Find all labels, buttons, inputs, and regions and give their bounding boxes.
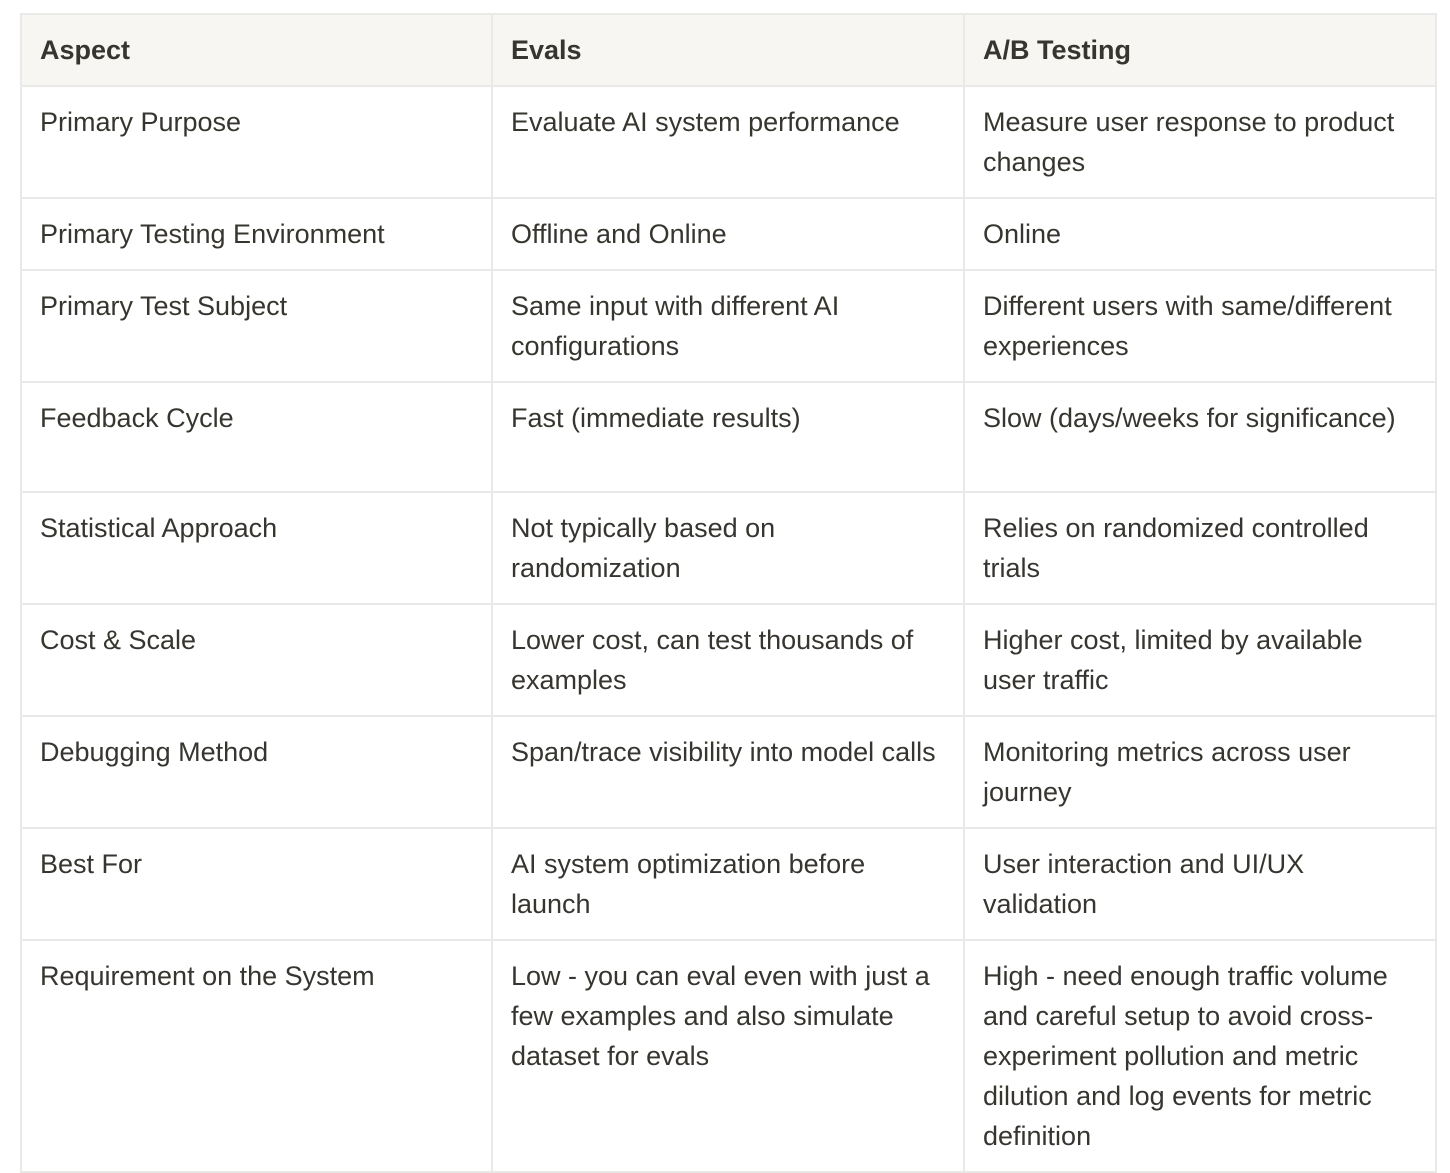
cell-ab-testing: Monitoring metrics across user journey [964, 716, 1436, 828]
table-header-row [21, 14, 1436, 86]
cell-aspect: Primary Test Subject [21, 270, 492, 382]
comparison-table [20, 13, 1437, 1173]
table-row [21, 940, 1436, 1172]
cell-aspect: Statistical Approach [21, 492, 492, 604]
header-evals: Evals [492, 14, 964, 86]
table-row [21, 492, 1436, 604]
cell-evals: Span/trace visibility into model calls [492, 716, 964, 828]
cell-aspect: Primary Purpose [21, 86, 492, 198]
table-row [21, 604, 1436, 716]
header-ab-testing: A/B Testing [964, 14, 1436, 86]
cell-ab-testing: Online [964, 198, 1436, 270]
table-row [21, 86, 1436, 198]
table-row [21, 716, 1436, 828]
table-row [21, 382, 1436, 492]
cell-evals: Lower cost, can test thousands of examples [492, 604, 964, 716]
header-aspect: Aspect [21, 14, 492, 86]
cell-aspect: Feedback Cycle [21, 382, 492, 492]
cell-ab-testing: Higher cost, limited by available user traffic [964, 604, 1436, 716]
cell-ab-testing: Slow (days/weeks for significance) [964, 382, 1436, 492]
cell-aspect: Cost & Scale [21, 604, 492, 716]
cell-evals: Evaluate AI system performance [492, 86, 964, 198]
cell-evals: Offline and Online [492, 198, 964, 270]
cell-ab-testing: Measure user response to product changes [964, 86, 1436, 198]
cell-evals: AI system optimization before launch [492, 828, 964, 940]
table-row [21, 828, 1436, 940]
cell-ab-testing: High - need enough traffic volume and careful setup to avoid cross-experiment pollution and metric dilution and log events for metric definition [964, 940, 1436, 1172]
cell-aspect: Best For [21, 828, 492, 940]
cell-ab-testing: User interaction and UI/UX validation [964, 828, 1436, 940]
cell-aspect: Requirement on the System [21, 940, 492, 1172]
cell-aspect: Debugging Method [21, 716, 492, 828]
comparison-table-container [20, 13, 1435, 1173]
cell-aspect: Primary Testing Environment [21, 198, 492, 270]
cell-evals: Not typically based on randomization [492, 492, 964, 604]
table-row [21, 198, 1436, 270]
cell-evals: Low - you can eval even with just a few examples and also simulate dataset for evals [492, 940, 964, 1172]
cell-ab-testing: Different users with same/different experiences [964, 270, 1436, 382]
table-row [21, 270, 1436, 382]
cell-evals: Fast (immediate results) [492, 382, 964, 492]
cell-evals: Same input with different AI configurations [492, 270, 964, 382]
cell-ab-testing: Relies on randomized controlled trials [964, 492, 1436, 604]
